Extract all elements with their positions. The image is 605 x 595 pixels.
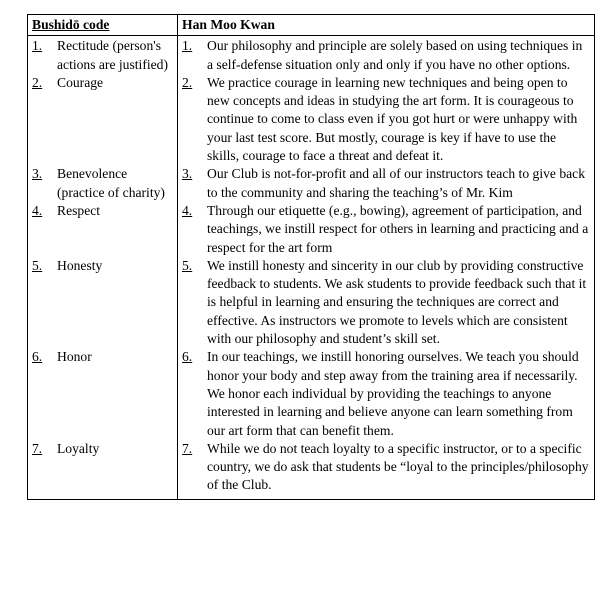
virtue-number: 7. [32, 440, 43, 456]
bushido-comparison-table [27, 14, 595, 500]
virtue-number: 6. [32, 349, 43, 365]
description-number: 3. [182, 166, 193, 182]
description-item [182, 165, 590, 202]
virtue-label: Respect [57, 202, 101, 218]
header-bushido-code [28, 15, 178, 36]
description-text: While we do not teach loyalty to a specific instructor, or to a specific country, we do ask that students be “loyal to the principles/philosophy of the Club. [207, 440, 589, 493]
description-text: In our teachings, we instill honoring ourselves. We teach you should honor your body and step away from the training area if necessarily. We honor each individual by providing the teachings to anyone interested in learning and believe anyone can learn something from our art form that can benefit them. [207, 349, 579, 438]
virtue-cell [28, 440, 178, 499]
description-text: Through our etiquette (e.g., bowing), agreement of participation, and teachings, we instill respect for others in learning and practicing and a respect for the art form [207, 202, 589, 255]
virtue-item [32, 440, 173, 458]
header-han-moo-kwan-label: Han Moo Kwan [182, 17, 275, 32]
table-row [28, 202, 595, 257]
virtue-number: 5. [32, 257, 43, 273]
virtue-cell [28, 74, 178, 165]
table-row [28, 257, 595, 348]
virtue-label: Loyalty [57, 440, 100, 456]
header-row [28, 15, 595, 36]
virtue-item [32, 37, 173, 74]
description-number: 5. [182, 257, 193, 273]
description-cell [178, 348, 595, 439]
description-item [182, 202, 590, 257]
virtue-cell [28, 202, 178, 257]
description-cell [178, 257, 595, 348]
table-body [28, 36, 595, 499]
description-number: 4. [182, 202, 193, 218]
virtue-number: 3. [32, 166, 43, 182]
virtue-item [32, 202, 173, 220]
virtue-label: Courage [57, 74, 104, 90]
description-item [182, 440, 590, 495]
header-bushido-code-label: Bushidō code [32, 17, 110, 32]
virtue-label: Honesty [57, 257, 103, 273]
description-number: 7. [182, 440, 193, 456]
description-number: 6. [182, 349, 193, 365]
description-item [182, 257, 590, 348]
table-row [28, 36, 595, 74]
description-cell [178, 74, 595, 165]
description-cell [178, 440, 595, 499]
virtue-cell [28, 165, 178, 202]
table-row [28, 348, 595, 439]
virtue-label: Benevolence (practice of charity) [57, 166, 165, 200]
description-number: 1. [182, 38, 193, 54]
table-row [28, 165, 595, 202]
description-text: Our Club is not-for-profit and all of our instructors teach to give back to the community and sharing the teaching’s of Mr. Kim [207, 166, 585, 200]
header-han-moo-kwan [178, 15, 595, 36]
description-text: Our philosophy and principle are solely based on using techniques in a self-defense situation only and only if you have no other options. [207, 38, 583, 72]
description-text: We practice courage in learning new techniques and being open to new concepts and ideas in studying the art form. It is courageous to continue to come to class even if you got hurt or were unhappy with your last test score. But mostly, courage is key if have to use the skills, courage to face a threat and defeat it. [207, 74, 578, 164]
description-item [182, 37, 590, 74]
virtue-label: Rectitude (person's actions are justified) [57, 38, 168, 72]
virtue-item [32, 348, 173, 366]
description-item [182, 74, 590, 165]
description-cell [178, 202, 595, 257]
virtue-label: Honor [57, 349, 92, 365]
virtue-number: 4. [32, 202, 43, 218]
table-row [28, 440, 595, 499]
virtue-cell [28, 257, 178, 348]
virtue-item [32, 165, 173, 202]
table-row [28, 74, 595, 165]
virtue-number: 2. [32, 74, 43, 90]
description-item [182, 348, 590, 439]
virtue-number: 1. [32, 38, 43, 54]
virtue-item [32, 257, 173, 275]
description-cell [178, 165, 595, 202]
description-number: 2. [182, 74, 193, 90]
description-text: We instill honesty and sincerity in our club by providing constructive feedback to students. We ask students to provide feedback such that it is helpful in learning and ensuring the techniques are correct and effective. As instructors we promote to levels which are consistent with our philosophy and student’s skill set. [207, 257, 587, 347]
virtue-cell [28, 36, 178, 74]
virtue-item [32, 74, 173, 92]
description-cell [178, 36, 595, 74]
virtue-cell [28, 348, 178, 439]
table-header [28, 15, 595, 36]
